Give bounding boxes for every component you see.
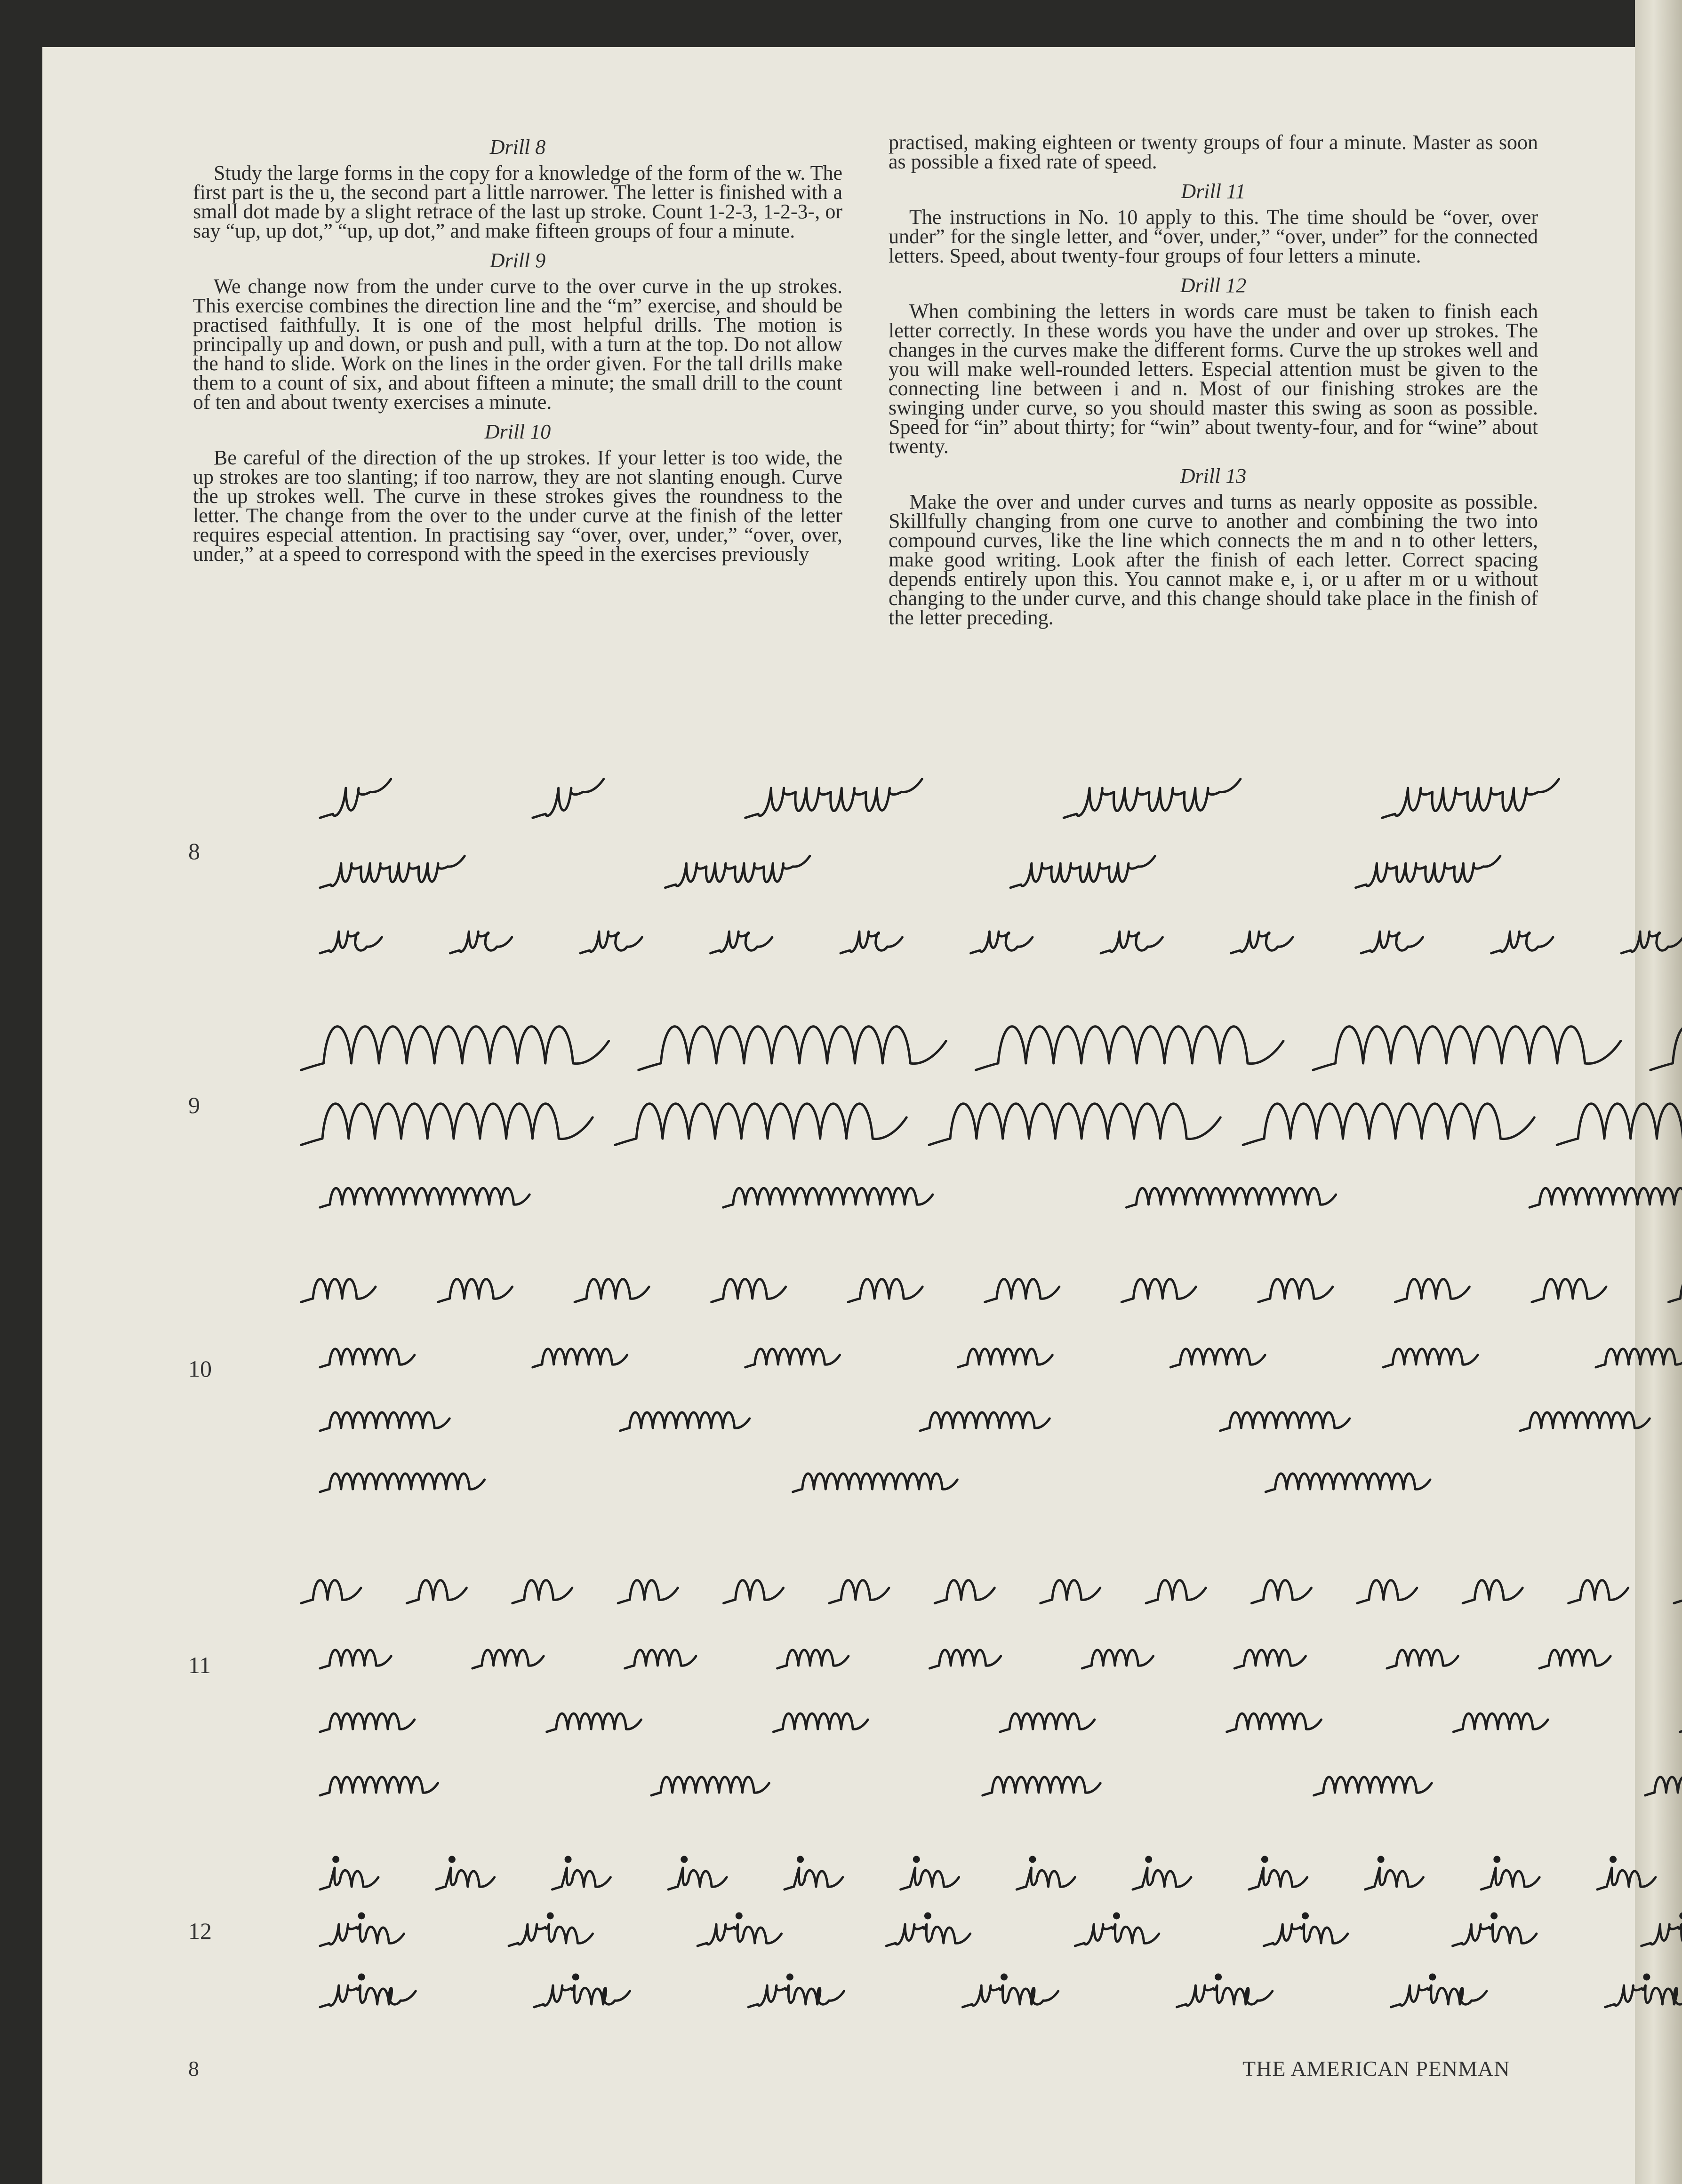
drill-number-11: 11 bbox=[188, 1652, 211, 1678]
cursive-word bbox=[1361, 932, 1423, 953]
drill-9-heading: Drill 9 bbox=[489, 249, 546, 272]
cursive-word bbox=[320, 856, 465, 888]
cursive-word bbox=[1453, 1714, 1548, 1732]
cursive-word bbox=[665, 856, 810, 888]
drill-11-text: The instructions in No. 10 apply to this. The time should be “over, over under” for the single letter, and “over, under,” “over, under” for the connected letters. Speed, about twenty-four groups of four letters a minute. bbox=[889, 206, 1538, 267]
magazine-title: THE AMERICAN PENMAN bbox=[1242, 2056, 1510, 2080]
cursive-word bbox=[1530, 1188, 1682, 1207]
cursive-word bbox=[1231, 932, 1293, 953]
cursive-word bbox=[450, 932, 512, 953]
cursive-word bbox=[1010, 856, 1155, 888]
drill-10-text-continued: practised, making eighteen or twenty groups of four a minute. Master as soon as possible a fixed rate of speed. bbox=[889, 131, 1538, 173]
cursive-word bbox=[1146, 1580, 1206, 1603]
cursive-word bbox=[1532, 1279, 1606, 1302]
cursive-word bbox=[320, 1650, 391, 1668]
cursive-word bbox=[1674, 1580, 1682, 1603]
cursive-word bbox=[1227, 1714, 1322, 1732]
drill-11-heading: Drill 11 bbox=[1181, 180, 1246, 203]
cursive-word bbox=[773, 1714, 868, 1732]
cursive-word bbox=[301, 1580, 361, 1603]
drill-13-heading: Drill 13 bbox=[1180, 464, 1247, 487]
cursive-word bbox=[1170, 1349, 1265, 1367]
cursive-word bbox=[615, 1104, 906, 1145]
cursive-word bbox=[1264, 1924, 1347, 1946]
cursive-word bbox=[320, 1412, 449, 1431]
cursive-word bbox=[533, 779, 604, 818]
cursive-word bbox=[575, 1279, 649, 1302]
drill-10-heading: Drill 10 bbox=[484, 420, 551, 443]
drill-number-12: 12 bbox=[188, 1918, 212, 1944]
cursive-word bbox=[1258, 1279, 1333, 1302]
cursive-word bbox=[976, 1027, 1283, 1070]
cursive-word bbox=[723, 1188, 933, 1207]
cursive-word bbox=[625, 1650, 696, 1668]
drill-12-text: When combining the letters in words care must be taken to finish each letter correctly. In these words you have the under and over up strokes. The changes in the curves make the different forms. Curve the up strokes well and you will make well-rounded letters. Especial attention must be given to the connecting line between i and n. Most of our finishing strokes are the swinging under curve, so you should master this swing as soon as possible. Speed for “in” about thirty; for “win” about twenty-four, and for “wine” about twenty. bbox=[889, 300, 1538, 458]
cursive-word bbox=[320, 1714, 415, 1732]
cursive-word bbox=[1177, 1985, 1273, 2007]
cursive-word bbox=[724, 1580, 784, 1603]
cursive-word bbox=[1395, 1279, 1469, 1302]
cursive-word bbox=[1642, 1924, 1682, 1946]
cursive-word bbox=[962, 1985, 1058, 2007]
cursive-word bbox=[320, 779, 391, 818]
cursive-word bbox=[1251, 1580, 1311, 1603]
drill-12-heading: Drill 12 bbox=[1180, 274, 1247, 297]
cursive-word bbox=[320, 1868, 378, 1889]
cursive-word bbox=[971, 932, 1033, 953]
cursive-word bbox=[513, 1580, 572, 1603]
cursive-word bbox=[929, 1650, 1001, 1668]
drill-10-text: Be careful of the direction of the up strokes. If your letter is too wide, the up strokes are too slanting; if too narrow, they are not slanting enough. Curve the up strokes well. The curve in these strokes gives the roundness to the letter. The change from the over to the under curve at the finish of the letter requires especial attention. In practising say “over, over, under,” “over, over, under,” at a speed to correspond with the speed in the exercises previously bbox=[193, 446, 842, 566]
cursive-word bbox=[436, 1868, 495, 1889]
cursive-word bbox=[1082, 1650, 1153, 1668]
cursive-word bbox=[1121, 1279, 1196, 1302]
cursive-word bbox=[785, 1868, 843, 1889]
cursive-word bbox=[1356, 856, 1500, 888]
cursive-word bbox=[1313, 1027, 1621, 1070]
drill-number-10: 10 bbox=[188, 1355, 212, 1382]
cursive-word bbox=[1101, 932, 1162, 953]
cursive-word bbox=[1680, 1714, 1682, 1732]
cursive-word bbox=[712, 1279, 786, 1302]
drill-8-heading: Drill 8 bbox=[489, 136, 546, 159]
cursive-word bbox=[320, 1188, 529, 1207]
cursive-word bbox=[1126, 1188, 1336, 1207]
cursive-word bbox=[1668, 1279, 1682, 1302]
cursive-word bbox=[958, 1349, 1052, 1367]
cursive-word bbox=[1596, 1349, 1682, 1367]
cursive-word bbox=[1314, 1777, 1432, 1795]
cursive-word bbox=[829, 1580, 889, 1603]
cursive-word bbox=[1621, 932, 1682, 953]
cursive-word bbox=[620, 1412, 750, 1431]
drill-number-8: 8 bbox=[188, 838, 200, 864]
cursive-word bbox=[651, 1777, 769, 1795]
cursive-word bbox=[711, 932, 772, 953]
cursive-word bbox=[745, 779, 922, 818]
cursive-word bbox=[1491, 932, 1553, 953]
cursive-word bbox=[1075, 1924, 1159, 1946]
cursive-word bbox=[301, 1104, 593, 1145]
cursive-word bbox=[1387, 1650, 1458, 1668]
cursive-word bbox=[552, 1868, 610, 1889]
cursive-word bbox=[547, 1714, 641, 1732]
cursive-word bbox=[1391, 1985, 1487, 2007]
drill-8-text: Study the large forms in the copy for a knowledge of the form of the w. The first part is the u, the second part a little narrower. The letter is finished with a small dot made by a slight retrace of the last up stroke. Count 1-2-3, 1-2-3-, or say “up, up dot,” “up, up dot,” and make fifteen groups of four a minute. bbox=[193, 161, 842, 242]
cursive-word bbox=[301, 1027, 609, 1070]
cursive-word bbox=[1605, 1985, 1682, 2007]
cursive-word bbox=[1557, 1104, 1682, 1145]
cursive-word bbox=[1463, 1580, 1522, 1603]
cursive-word bbox=[1220, 1412, 1350, 1431]
cursive-word bbox=[580, 932, 642, 953]
cursive-word bbox=[1597, 1868, 1656, 1889]
cursive-word bbox=[1520, 1412, 1650, 1431]
cursive-word bbox=[745, 1349, 840, 1367]
cursive-word bbox=[1017, 1868, 1075, 1889]
cursive-word bbox=[1041, 1580, 1100, 1603]
cursive-word bbox=[320, 1349, 415, 1367]
cursive-word bbox=[1266, 1474, 1430, 1492]
cursive-word bbox=[534, 1985, 630, 2007]
cursive-word bbox=[1382, 779, 1559, 818]
drill-number-9: 9 bbox=[188, 1092, 200, 1118]
cursive-word bbox=[848, 1279, 922, 1302]
cursive-word bbox=[320, 1924, 404, 1946]
cursive-word bbox=[1383, 1349, 1478, 1367]
cursive-word bbox=[1357, 1580, 1417, 1603]
cursive-word bbox=[1650, 1027, 1682, 1070]
cursive-word bbox=[509, 1924, 593, 1946]
cursive-word bbox=[929, 1104, 1220, 1145]
cursive-word bbox=[901, 1868, 959, 1889]
cursive-word bbox=[777, 1650, 849, 1668]
cursive-word bbox=[301, 1279, 376, 1302]
cursive-word bbox=[983, 1777, 1100, 1795]
cursive-word bbox=[1234, 1650, 1306, 1668]
cursive-word bbox=[320, 1474, 485, 1492]
cursive-word bbox=[886, 1924, 970, 1946]
cursive-word bbox=[985, 1279, 1059, 1302]
cursive-word bbox=[935, 1580, 994, 1603]
cursive-word bbox=[841, 932, 902, 953]
cursive-word bbox=[668, 1868, 727, 1889]
page-number: 8 bbox=[188, 2056, 199, 2080]
drill-13-text: Make the over and under curves and turns as nearly opposite as possible. Skillfully changing from one curve to another and combining the two into compound curves, like the line which connects the m and n to other letters, make good writing. Look after the finish of each letter. Correct spacing depends entirely upon this. You cannot make e, i, or u after m or u without changing to the under curve, and this change should take place in the finish of the letter preceding. bbox=[889, 490, 1538, 629]
cursive-word bbox=[1645, 1777, 1682, 1795]
cursive-word bbox=[1569, 1580, 1628, 1603]
cursive-word bbox=[320, 1985, 416, 2007]
cursive-word bbox=[697, 1924, 781, 1946]
cursive-word bbox=[1539, 1650, 1610, 1668]
cursive-word bbox=[639, 1027, 946, 1070]
cursive-word bbox=[618, 1580, 678, 1603]
cursive-word bbox=[1133, 1868, 1191, 1889]
cursive-word bbox=[1365, 1868, 1423, 1889]
cursive-word bbox=[533, 1349, 627, 1367]
cursive-word bbox=[320, 932, 382, 953]
cursive-word bbox=[1453, 1924, 1537, 1946]
drill-9-text: We change now from the under curve to the over curve in the up strokes. This exercise combines the direction line and the “m” exercise, and should be practised faithfully. It is one of the most helpful drills. The motion is principally up and down, or push and pull, with a turn at the top. Do not allow the hand to slide. Work on the lines in the order given. For the tall drills make them to a count of six, and about fifteen a minute; the small drill to the count of ten and about twenty exercises a minute. bbox=[193, 275, 842, 414]
cursive-word bbox=[473, 1650, 544, 1668]
cursive-word bbox=[748, 1985, 844, 2007]
cursive-word bbox=[1243, 1104, 1534, 1145]
cursive-word bbox=[793, 1474, 958, 1492]
cursive-word bbox=[1249, 1868, 1307, 1889]
cursive-word bbox=[320, 1777, 438, 1795]
cursive-word bbox=[1064, 779, 1241, 818]
cursive-word bbox=[1000, 1714, 1095, 1732]
cursive-word bbox=[407, 1580, 466, 1603]
cursive-word bbox=[1481, 1868, 1539, 1889]
cursive-word bbox=[920, 1412, 1049, 1431]
cursive-word bbox=[438, 1279, 513, 1302]
